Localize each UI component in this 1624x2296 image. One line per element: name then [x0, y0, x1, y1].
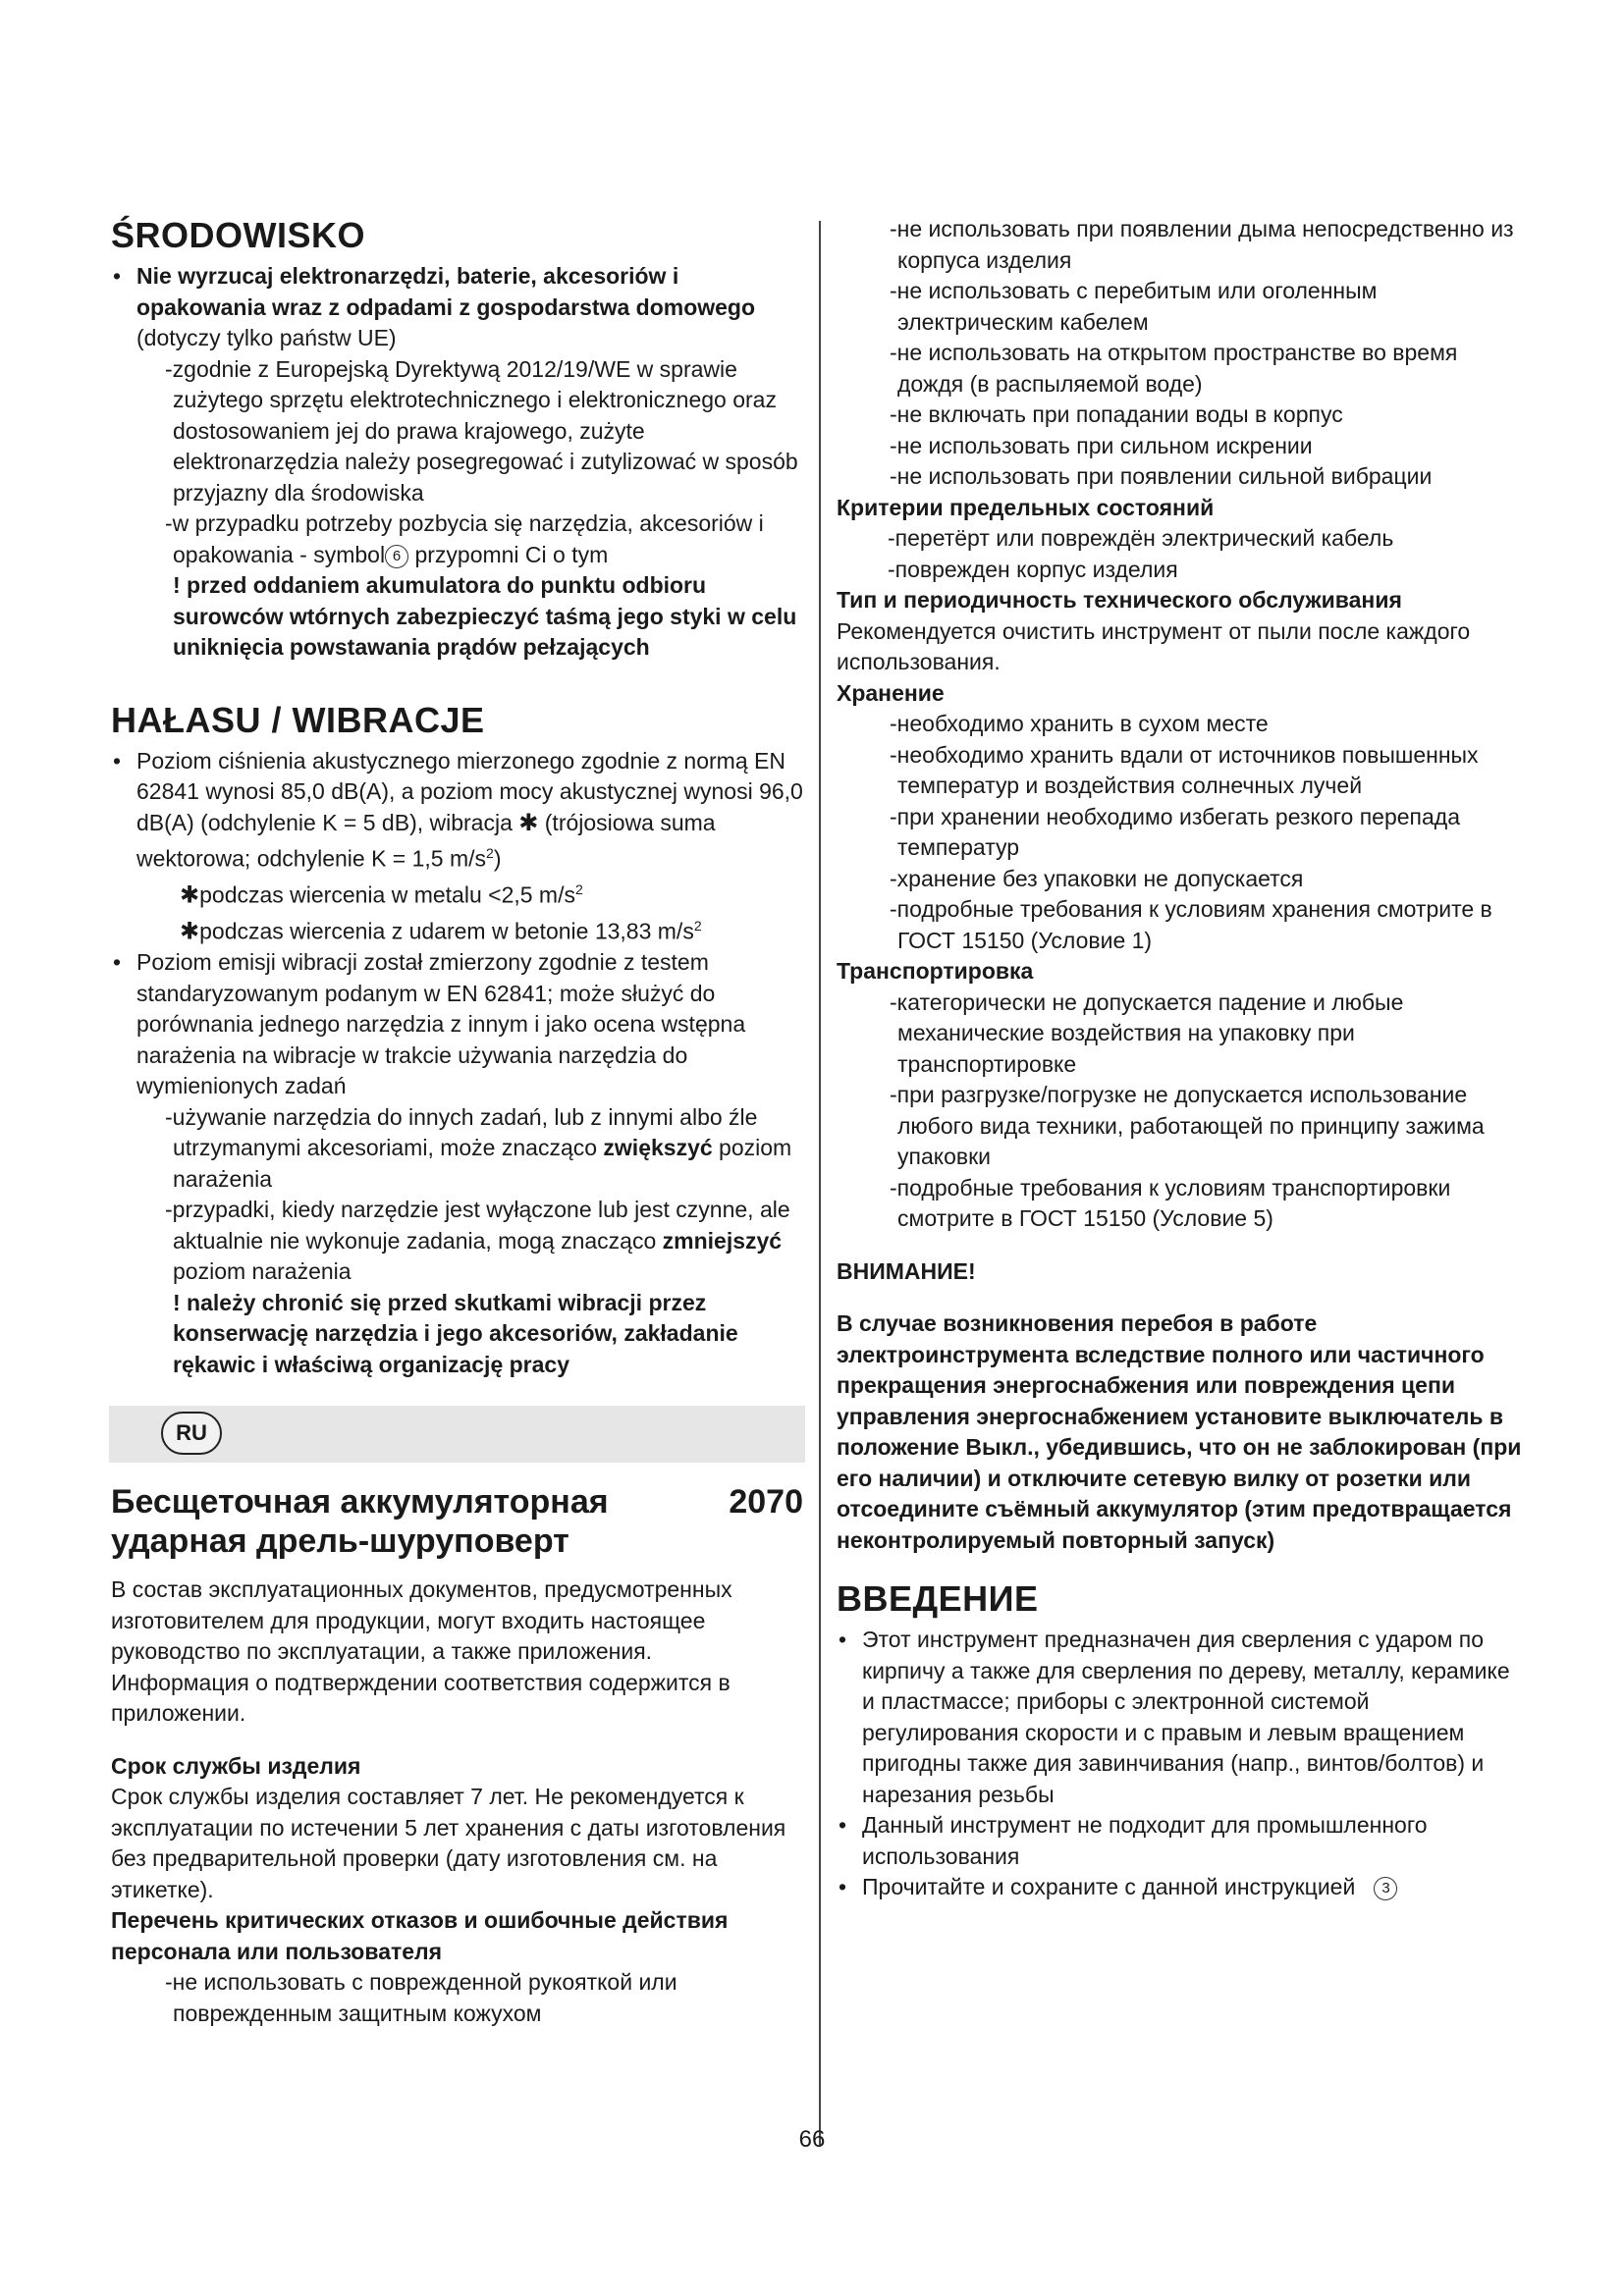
- storage-item: -хранение без упаковки не допускается: [890, 865, 1304, 891]
- noise-protection-warning: ! należy chronić się przed skutkami wibracji przez konserwację narzędzia i jego akcesoriów, zakładanie rękawic i właściwą organizację pracy: [173, 1289, 738, 1377]
- product-title-line-2: ударная дрель-шуруповерт: [111, 1522, 569, 1561]
- attention-heading: ВНИМАНИЕ!: [837, 1257, 976, 1284]
- noise-heading: HAŁASU / WIBRACJE: [111, 699, 485, 740]
- environment-heading: ŚRODOWISKO: [111, 215, 366, 255]
- storage-item: -необходимо хранить вдали от источников повышенных температур и воздействия солнечных лучей: [890, 741, 1479, 798]
- ru-intro-conformity: Информация о подтверждении соответствия содержится в приложении.: [111, 1669, 731, 1727]
- right-column: [837, 214, 1524, 1903]
- environment-directive: -zgodnie z Europejską Dyrektywą 2012/19/WE w sprawie zużytego sprzętu elektrotechnicznego i elektronicznego oraz dostosowaniem jej do prawa krajowego, zużyte elektronarzędzia należy posegregować i zutylizować w sposób przyjazny dla środowiska: [165, 355, 798, 506]
- model-number: 2070: [729, 1483, 803, 1522]
- storage-item: -необходимо хранить в сухом месте: [890, 711, 1269, 736]
- noise-concrete-value: ✱podczas wiercenia z udarem w betonie 13,83 $m/s^2$: [180, 918, 702, 945]
- maintenance-text: Рекомендуется очистить инструмент от пыли после каждого использования.: [837, 617, 1471, 674]
- noise-increase-note: -używanie narzędzia do innych zadań, lub z innymi albo źle utrzymanymi akcesoriami, może znacząco zwiększyć poziom narażenia: [165, 1103, 792, 1192]
- transport-item: -при разгрузке/погрузке не допускается использование любого вида техники, работающей по принципу зажима упаковки: [890, 1082, 1485, 1169]
- limit-item: -поврежден корпус изделия: [888, 556, 1178, 582]
- left-column: [111, 214, 803, 2029]
- introduction-bullet-industrial: • Данный инструмент не подходит для промышленного использования: [837, 1810, 1524, 1872]
- noise-bullet-2: • Poziom emisji wibracji został zmierzony zgodnie z testem standaryzowanym podanym w EN 62841; może służyć do porównania jednego narzędzia z innym i jako ocena wstępna narażenia na wibracje w trakcie używania narzędzia do wymienionych zadań: [111, 947, 803, 1102]
- service-life-text: Срок службы изделия составляет 7 лет. Не рекомендуется к эксплуатации по истечении 5 лет хранения с даты изготовления без предварительной проверки (дату изготовления см. на этикетке).: [111, 1784, 786, 1902]
- environment-battery-warning: ! przed oddaniem akumulatora do punktu odbioru surowców wtórnych zabezpieczyć taśmą jego styki w celu uniknięcia powstawania prądów pełzających: [173, 572, 797, 660]
- storage-item: -подробные требования к условиям хранения смотрите в ГОСТ 15150 (Условие 1): [890, 896, 1492, 953]
- failure-item: -не использовать на открытом пространстве во время дождя (в распыляемой воде): [890, 340, 1458, 397]
- attention-text: В случае возникновения перебоя в работе электроинструмента вследствие полного или частичного прекращения энергоснабжения или повреждения цепи управления энергоснабжением установите выключатель в положение Выкл., убедившись, что он не заблокирован (при его наличии) и отключите сетевую вилку от розетки или отсоедините съёмный аккумулятор (этим предотвращается неконтролируемый повторный запуск): [837, 1310, 1522, 1553]
- environment-disposal: -w przypadku potrzeby pozbycia się narzędzia, akcesoriów i opakowania - symbol 6 przypomni Ci o tym: [165, 510, 764, 567]
- failure-item: -не использовать при сильном искрении: [890, 432, 1313, 458]
- failure-item: -не использовать с перебитым или оголенным электрическим кабелем: [890, 278, 1378, 335]
- product-title-line-1: Бесщеточная аккумуляторная: [111, 1483, 609, 1522]
- symbol-3-icon: 3: [1374, 1877, 1397, 1900]
- product-title: [111, 1482, 803, 1561]
- introduction-bullet-purpose: • Этот инструмент предназначен дия сверления с ударом по кирпичу а также для сверления по дереву, металлу, керамике и пластмассе; приборы с электронной системой регулирования скорости и с правым и левым вращением пригодны также дия завинчивания (напр., винтов/болтов) и нарезания резьбы: [837, 1625, 1524, 1810]
- transport-item: -подробные требования к условиям транспортировки смотрите в ГОСТ 15150 (Условие 5): [890, 1174, 1451, 1231]
- transport-heading: Транспортировка: [837, 958, 1034, 984]
- service-life-heading: Срок службы изделия: [111, 1752, 361, 1779]
- failure-item: -не включать при попадании воды в корпус: [890, 401, 1343, 427]
- failures-heading: Перечень критических отказов и ошибочные действия персонала или пользователя: [111, 1907, 729, 1964]
- vibration-star-icon: ✱: [518, 809, 539, 836]
- page-number: 66: [798, 2126, 826, 2153]
- environment-bullet-bold: Nie wyrzucaj elektronarzędzi, baterie, akcesoriów i opakowania wraz z odpadami z gospodarstwa domowego: [136, 263, 756, 320]
- ru-language-badge: RU: [161, 1412, 222, 1455]
- noise-decrease-note: -przypadki, kiedy narzędzie jest wyłączone lub jest czynne, ale aktualnie nie wykonuje zadania, mogą znacząco zmniejszyć poziom narażenia: [165, 1197, 790, 1285]
- environment-bullet: [111, 261, 803, 354]
- introduction-bullet-read: • Прочитайте и сохраните с данной инструкцией 3: [837, 1872, 1524, 1903]
- symbol-6-icon: 6: [385, 545, 408, 568]
- star-icon: ✱: [180, 918, 200, 945]
- noise-metal-value: ✱podczas wiercenia w metalu <2,5 $m/s^2$: [180, 881, 583, 909]
- ru-intro-documents: В состав эксплуатационных документов, предусмотренных изготовителем для продукции, могут входить настоящее руководство по эксплуатации, а также приложения.: [111, 1576, 732, 1665]
- star-icon: ✱: [180, 881, 200, 909]
- failure-item: -не использовать при появлении дыма непосредственно из корпуса изделия: [890, 216, 1514, 273]
- limit-item: -перетёрт или повреждён электрический кабель: [888, 525, 1394, 551]
- noise-bullet-1: • Poziom ciśnienia akustycznego mierzonego zgodnie z normą EN 62841 wynosi 85,0 dB(A), a poziom mocy akustycznej wynosi 96,0 dB(A) (odchylenie K = 5 dB), wibracja ✱ (trójosiowa suma wektorowa; odchylenie K = 1,5 $m/s^2$): [111, 746, 803, 876]
- maintenance-heading: Тип и периодичность технического обслуживания: [837, 587, 1402, 613]
- environment-bullet-note: (dotyczy tylko państw UE): [136, 325, 397, 350]
- storage-heading: Хранение: [837, 679, 945, 706]
- introduction-heading: ВВЕДЕНИЕ: [837, 1578, 1039, 1619]
- storage-item: -при хранении необходимо избегать резкого перепада температур: [890, 803, 1460, 860]
- language-band: [109, 1406, 805, 1463]
- failure-item: -не использовать с поврежденной рукояткой или поврежденным защитным кожухом: [165, 1969, 677, 2026]
- column-divider: [819, 221, 821, 2145]
- failure-item: -не использовать при появлении сильной вибрации: [890, 463, 1433, 489]
- limit-states-heading: Критерии предельных состояний: [837, 494, 1215, 520]
- transport-item: -категорически не допускается падение и любые механические воздействия на упаковку при транспортировке: [890, 988, 1404, 1077]
